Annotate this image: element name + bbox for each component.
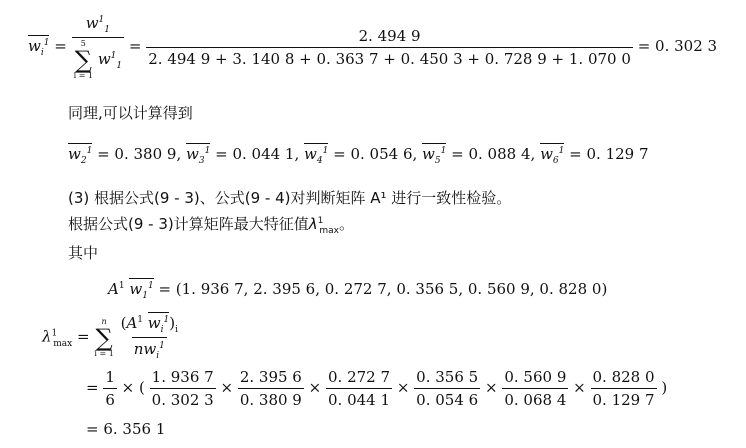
final-result: = 6. 356 1 [86, 420, 166, 438]
product-fraction: $\frac{0. 560 9}{0. 068 4}$ [504, 368, 567, 409]
text-calc-lambda: 根据公式(9 - 3)计算矩阵最大特征值$\lambda^1_{max}$。 [68, 215, 354, 236]
product-fraction: $\frac{0. 272 7}{0. 044 1}$ [328, 368, 391, 409]
weight-item: $w_2^1 = 0$. 380 9, [68, 145, 182, 166]
value-fraction: 2. 494 9 2. 494 9 + 3. 140 8 + 0. 363 7 + 0. 450 3 + 0. 728 9 + 1. 070 0 [148, 26, 631, 68]
weight-item: $w_4^1 = 0$. 054 6, [304, 145, 418, 166]
product-fraction: $\frac{0. 356 5}{0. 054 6}$ [416, 368, 479, 409]
vector-equation: $A^1$ $w_1^1 = (1$. 936 7, 2. 395 6, 0. 272 7, 0. 356 5, 0. 560 9, 0. 828 0) [108, 280, 608, 301]
product-fraction: $\frac{2. 395 6}{0. 380 9}$ [239, 368, 302, 409]
equation-result: = 0. 302 3 [637, 37, 718, 55]
weight-item: $w_3^1 = 0$. 044 1, [186, 145, 300, 166]
sum-symbol: n ∑ i = 1 [94, 316, 114, 358]
product-fraction: $\frac{0. 828 0}{0. 129 7}$ [592, 368, 655, 409]
weight-symbol: $w_i^1$ [28, 37, 50, 58]
weights-list [68, 145, 649, 166]
text-step-3: (3) 根据公式(9 - 3)、公式(9 - 4)对判断矩阵 A¹ 进行一致性检验。 [68, 189, 512, 207]
lambda-equation: $\lambda^1_{max}$ = n ∑ i = 1 $\frac{(A^1 w_i^1)_i}{nw_i^1}$ [42, 314, 179, 361]
sum-symbol: 5 ∑ i = 1 [73, 39, 94, 80]
text-where: 其中 [68, 244, 99, 262]
sum-fraction: $w^1_1$ 5 ∑ i = 1 $w^1_1$ [73, 14, 123, 80]
product-fraction: $\frac{1. 936 7}{0. 302 3}$ [151, 368, 214, 409]
product-expression: = $\frac{1}{6}$ × ( $\frac{1. 936 7}{0. 302 3}$ × $\frac{2. 395 6}{0. 380 9}$ × $\frac{0. 272 7}{0. 044 1}$ × $\frac{0. 356 5}{0. 054 6}$ × $\frac{0. 560 9}{0. 068 4}$ × $\frac{0. 828 0}{0. 129 7}$ ) [86, 368, 668, 409]
equation-weight-1: $w_i^1$ = $w^1_1$ 5 ∑ i = 1 $w^1_1$ = 2. 494 9 2. 494 9 + 3. 140 8 + 0. 363 7 + 0. 450 3 + 0. 728 9 + 1. 070 0 = 0. 302 3 [28, 14, 718, 80]
weight-item: $w_6^1 = 0$. 129 7 [540, 145, 649, 166]
lambda-fraction: $\frac{(A^1 w_i^1)_i}{nw_i^1}$ [120, 314, 179, 361]
weight-item: $w_5^1 = 0$. 088 4, [422, 145, 536, 166]
text-similarly: 同理,可以计算得到 [68, 104, 193, 122]
